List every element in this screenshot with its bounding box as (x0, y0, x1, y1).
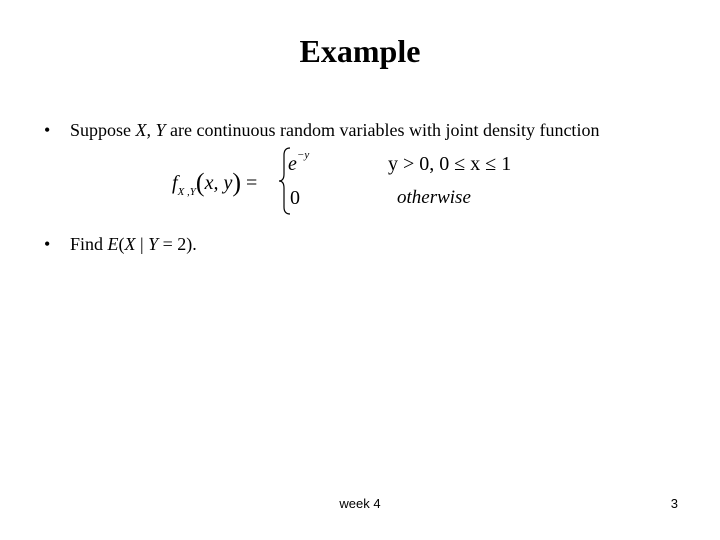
bullet-variables: X, Y (135, 120, 166, 140)
expectation-symbol: E (107, 234, 119, 254)
formula-arguments: x, y (204, 172, 233, 194)
bullet-text-prefix: Suppose (70, 120, 136, 140)
case1-value-base: e (288, 153, 297, 175)
bullet-item-1 (44, 120, 599, 141)
formula-open-paren: ( (195, 168, 205, 197)
case1-value-exponent: −y (296, 149, 310, 162)
footer-page-number: 3 (670, 496, 678, 511)
case1-value (288, 149, 310, 176)
joint-density-formula (170, 143, 570, 218)
case2-value: 0 (290, 187, 300, 209)
variable-y: Y (148, 234, 159, 254)
bullet-find-text: Find (70, 234, 108, 254)
bullet-marker: • (44, 234, 51, 254)
formula-equals: = (241, 172, 258, 194)
formula-close-paren: ) (232, 168, 242, 197)
footer-week-label: week 4 (339, 496, 381, 511)
formula-lhs (172, 166, 257, 196)
bullet-item-2 (44, 234, 197, 255)
formula-subscript: X ,Y (177, 186, 196, 198)
variable-x: X (124, 234, 136, 254)
bullet-marker: • (44, 120, 51, 140)
condition-value: = 2). (158, 234, 197, 254)
formula-function-symbol: f (172, 172, 178, 194)
open-paren: ( (118, 234, 125, 254)
bullet-text-suffix: are continuous random variables with joint density function (165, 120, 600, 140)
case1-condition: y > 0, 0 ≤ x ≤ 1 (388, 153, 512, 175)
conditional-bar: | (135, 234, 149, 254)
case2-condition: otherwise (397, 187, 471, 208)
slide-title: Example (299, 33, 421, 69)
